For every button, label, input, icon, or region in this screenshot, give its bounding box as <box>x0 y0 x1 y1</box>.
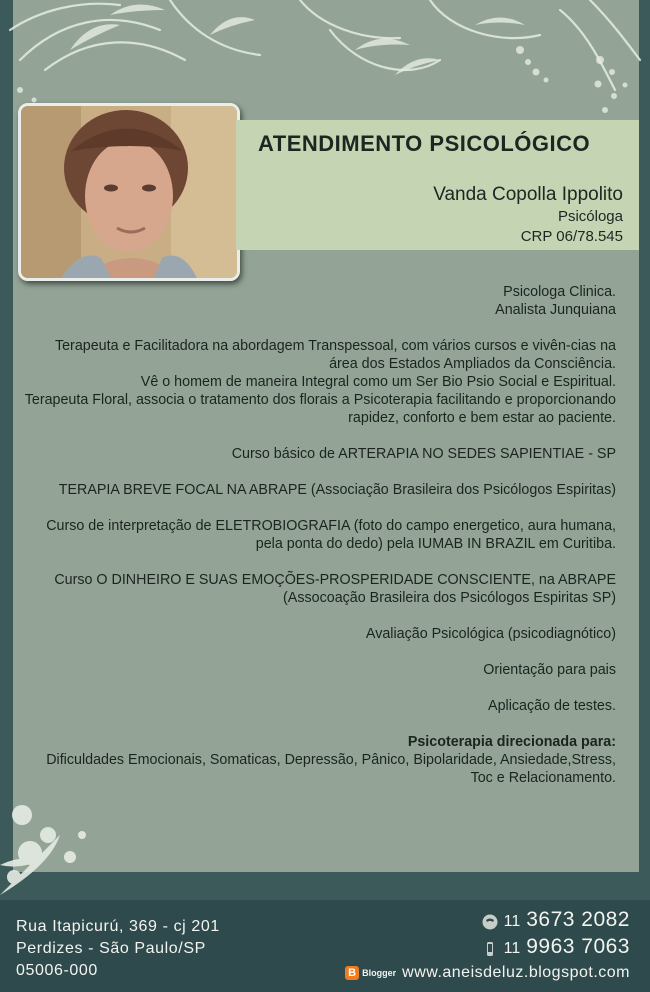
mobile-phone-icon <box>482 941 498 957</box>
specialty-line: Analista Junquiana <box>495 302 616 318</box>
phone-number[interactable]: 3673 2082 <box>526 908 630 931</box>
course-item: Curso básico de ARTERAPIA NO SEDES SAPIENTIAE - SP <box>231 446 616 462</box>
service-item: Orientação para pais <box>483 662 616 678</box>
mobile-row <box>345 935 630 962</box>
course-item: Curso de interpretação de ELETROBIOGRAFIA (foto do campo energetico, aura humana, pela ponta do dedo) pela IUMAB IN BRAZIL em Curitiba. <box>46 518 616 552</box>
page-title: ATENDIMENTO PSICOLÓGICO <box>258 131 591 156</box>
service-item: Avaliação Psicológica (psicodiagnótico) <box>365 626 616 642</box>
address-block <box>16 916 220 982</box>
description-paragraph: Vê o homem de maneira Integral como um Ser Bio Psio Social e Espiritual. <box>140 374 616 390</box>
specialty-line: Psicologa Clinica. <box>503 284 616 300</box>
phone-area-code: 11 <box>503 913 521 930</box>
course-item: TERAPIA BREVE FOCAL NA ABRAPE (Associação Brasileira dos Psicólogos Espiritas) <box>58 482 616 498</box>
description-paragraph: Terapeuta Floral, associa o tratamento dos florais a Psicoterapia facilitando e proporcionando rapidez, conforto e bem estar ao paciente. <box>24 392 616 426</box>
website-link[interactable]: www.aneisdeluz.blogspot.com <box>402 964 630 981</box>
focus-text: Dificuldades Emocionais, Somaticas, Depressão, Pânico, Bipolaridade, Ansiedade,Stress, Toc e Relacionamento. <box>46 752 616 786</box>
title-band <box>236 120 639 250</box>
address-line: Rua Itapicurú, 369 - cj 201 <box>16 918 220 935</box>
contact-footer <box>0 900 650 992</box>
blogger-logo-icon: B Blogger <box>345 966 396 980</box>
psychologist-role: Psicóloga <box>557 208 623 225</box>
course-item: Curso O DINHEIRO E SUAS EMOÇÕES-PROSPERIDADE CONSCIENTE, na ABRAPE (Assocoação Brasileira dos Psicólogos Espiritas SP) <box>54 572 616 606</box>
registration-number: CRP 06/78.545 <box>520 228 623 245</box>
phone-area-code: 11 <box>503 940 521 957</box>
mobile-number[interactable]: 9963 7063 <box>526 935 630 958</box>
services-description <box>24 283 616 805</box>
service-item: Aplicação de testes. <box>488 698 616 714</box>
landline-row <box>345 908 630 935</box>
psychologist-name: Vanda Copolla Ippolito <box>433 184 623 205</box>
website-row <box>345 964 630 982</box>
address-line: Perdizes - São Paulo/SP <box>16 940 206 957</box>
portrait-photo <box>18 103 240 281</box>
description-paragraph: Terapeuta e Facilitadora na abordagem Transpessoal, com vários cursos e vivên-cias na área dos Estados Ampliados da Consciência. <box>54 338 616 372</box>
contact-block <box>345 908 630 982</box>
postal-code: 05006-000 <box>16 962 98 979</box>
telephone-icon <box>482 914 498 930</box>
focus-title: Psicoterapia direcionada para: <box>407 734 616 750</box>
blogger-label: Blogger <box>362 968 397 978</box>
